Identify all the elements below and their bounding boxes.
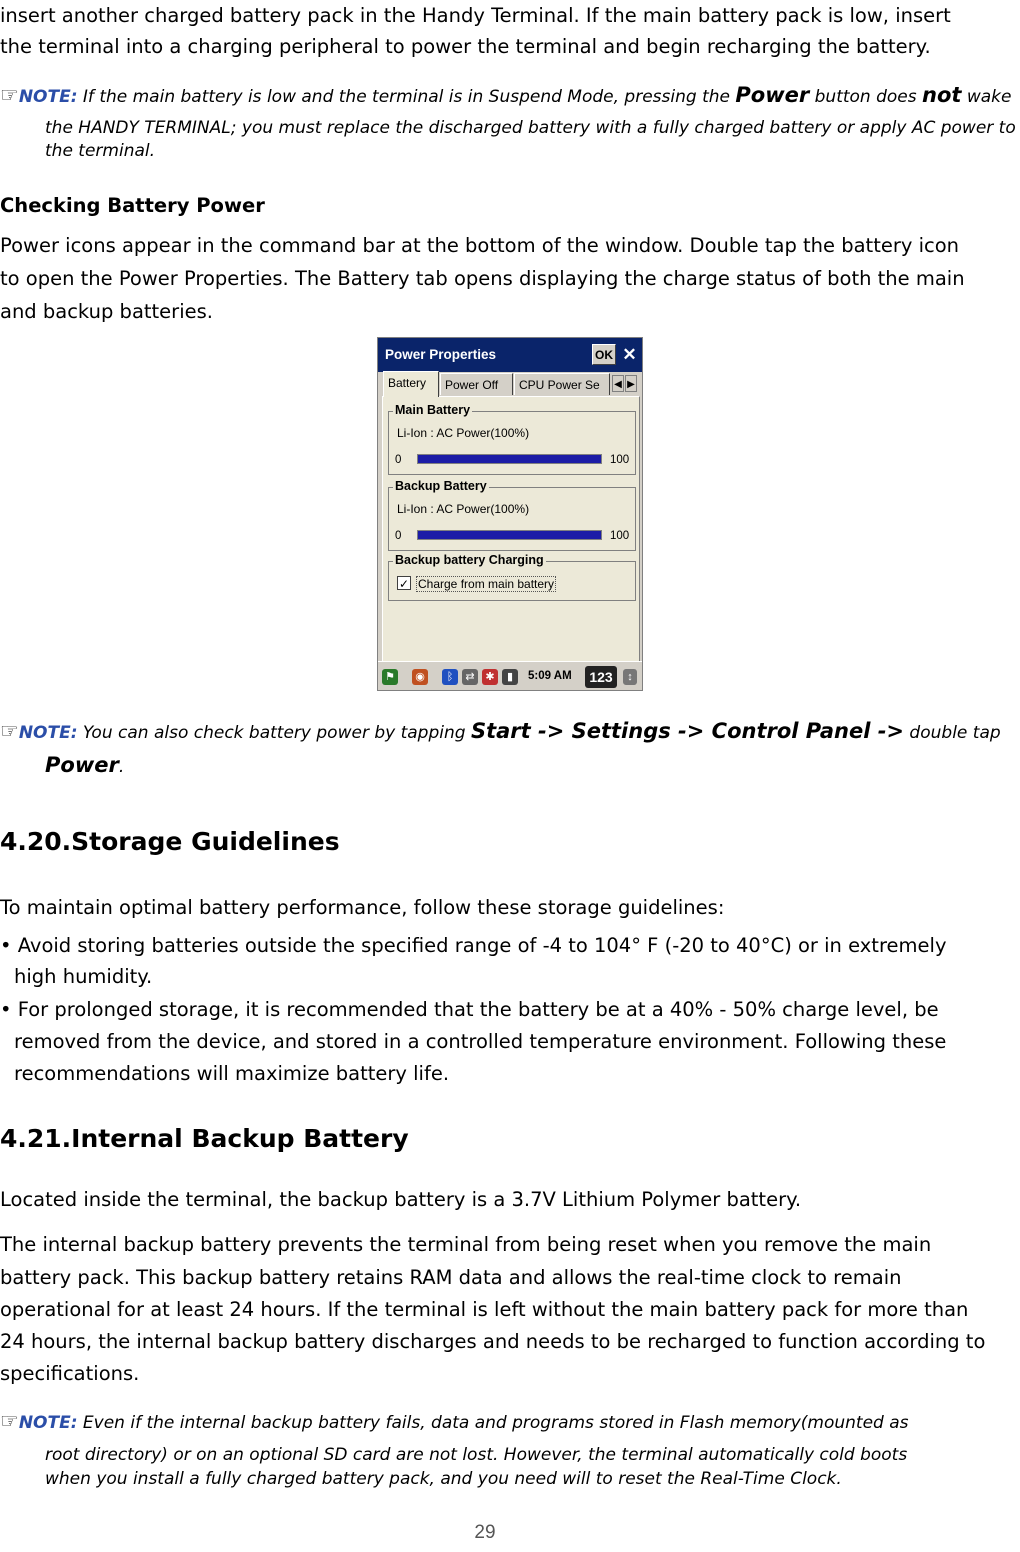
backup-battery-group — [388, 479, 636, 551]
note-2 — [0, 721, 1001, 744]
backup-p1: Located inside the terminal, the backup battery is a 3.7V Lithium Polymer battery. — [0, 1188, 802, 1211]
backup-battery-bar — [417, 530, 602, 540]
note-1-line-2: the HANDY TERMINAL; you must replace the discharged battery with a fully charged battery or apply AC power to — [45, 118, 1016, 138]
note-label: NOTE: — [18, 723, 78, 743]
section-heading-backup: 4.21.Internal Backup Battery — [0, 1124, 409, 1153]
note-1 — [0, 85, 1011, 108]
command-bar — [378, 661, 642, 691]
note-2-line-2 — [45, 755, 124, 778]
section-heading-storage: 4.20.Storage Guidelines — [0, 827, 340, 856]
note-label: NOTE: — [18, 87, 78, 107]
main-battery-label: Main Battery — [395, 403, 471, 417]
backup-battery-max: 100 — [610, 530, 630, 542]
start-flag-icon[interactable]: ⚑ — [382, 669, 398, 685]
close-icon[interactable]: ✕ — [622, 345, 637, 364]
storage-bullet-2-line-3: recommendations will maximize battery life. — [14, 1062, 450, 1085]
checking-line-2: to open the Power Properties. The Battery tab opens displaying the charge status of both the main — [0, 267, 965, 290]
power-properties-screenshot — [377, 337, 643, 691]
main-battery-min: 0 — [395, 454, 402, 466]
section-heading: Checking Battery Power — [0, 194, 265, 217]
network-icon[interactable]: ✱ — [482, 669, 498, 685]
backup-battery-label: Backup Battery — [395, 479, 487, 493]
charge-checkbox-label[interactable]: Charge from main battery — [418, 577, 555, 591]
title-bar — [378, 338, 642, 372]
note-1-line-3: the terminal. — [45, 141, 156, 161]
tab-scroll-left-icon[interactable]: ◀ — [612, 375, 624, 392]
main-battery-bar — [417, 454, 602, 464]
note-text: Even if the internal backup battery fails, data and programs stored in Flash memory(mounted as — [77, 1413, 909, 1433]
note-text: If the main battery is low and the terminal is in Suspend Mode, pressing the — [77, 87, 736, 107]
storage-bullet-2-line-1: • For prolonged storage, it is recommended that the battery be at a 40% - 50% charge level, be — [0, 998, 939, 1021]
note-emphasis: Start -> Settings -> Control Panel -> — [470, 719, 905, 743]
note-3-line-2: root directory) or on an optional SD card are not lost. However, the terminal automatically cold boots — [45, 1445, 908, 1465]
note-text: You can also check battery power by tapping — [77, 723, 471, 743]
scroll-icon[interactable]: ↕ — [623, 669, 637, 685]
storage-bullet-1-line-2: high humidity. — [14, 965, 153, 988]
backup-p2-line-2: battery pack. This backup battery retains RAM data and allows the real-time clock to remain — [0, 1266, 902, 1289]
main-battery-status: Li-Ion : AC Power(100%) — [397, 426, 530, 440]
clock: 5:09 AM — [528, 670, 572, 682]
bluetooth-icon[interactable]: ᛒ — [442, 669, 458, 685]
sync-icon[interactable]: ⇄ — [462, 669, 478, 685]
ok-button[interactable]: OK — [592, 344, 616, 365]
pointing-hand-icon: ☞ — [0, 83, 19, 107]
note-emphasis: Power — [45, 753, 119, 777]
note-3-line-3: when you install a fully charged battery pack, and you need will to reset the Real-Time Clock. — [45, 1469, 842, 1489]
main-battery-fill — [418, 455, 601, 463]
backup-battery-status: Li-Ion : AC Power(100%) — [397, 502, 530, 516]
note-text: . — [118, 757, 125, 777]
main-battery-group — [388, 403, 636, 475]
note-emphasis: Power — [735, 83, 810, 107]
backup-charging-group — [388, 553, 636, 601]
tab-battery[interactable]: Battery — [383, 371, 439, 397]
note-emphasis: not — [922, 83, 962, 107]
backup-p2-line-4: 24 hours, the internal backup battery discharges and needs to be recharged to function according to — [0, 1330, 986, 1353]
checking-line-3: and backup batteries. — [0, 300, 213, 323]
main-battery-max: 100 — [610, 454, 630, 466]
tab-power-off[interactable]: Power Off — [440, 373, 513, 395]
storage-intro: To maintain optimal battery performance, follow these storage guidelines: — [0, 896, 725, 919]
backup-p2-line-3: operational for at least 24 hours. If the terminal is left without the main battery pack for more than — [0, 1298, 969, 1321]
note-text: double tap — [904, 723, 1001, 743]
pointing-hand-icon: ☞ — [0, 1409, 19, 1433]
intro-line-1: insert another charged battery pack in the Handy Terminal. If the main battery pack is low, insert — [0, 4, 951, 27]
note-text: button does — [809, 87, 923, 107]
charge-checkbox[interactable]: ✓ — [398, 577, 410, 591]
note-label: NOTE: — [18, 1413, 78, 1433]
tab-scroll-right-icon[interactable]: ▶ — [625, 375, 637, 392]
battery-icon[interactable]: ▮ — [502, 669, 518, 685]
app-icon[interactable]: ◉ — [412, 669, 428, 685]
note-text: wake — [961, 87, 1012, 107]
page-number: 29 — [474, 1522, 496, 1543]
intro-line-2: the terminal into a charging peripheral to power the terminal and begin recharging the battery. — [0, 35, 931, 58]
backup-battery-min: 0 — [395, 530, 402, 542]
backup-p2-line-5: specifications. — [0, 1362, 140, 1385]
backup-battery-fill — [418, 531, 601, 539]
checking-line-1: Power icons appear in the command bar at the bottom of the window. Double tap the battery icon — [0, 234, 960, 257]
backup-charging-label: Backup battery Charging — [395, 553, 544, 567]
backup-p2-line-1: The internal backup battery prevents the terminal from being reset when you remove the main — [0, 1233, 932, 1256]
tab-cpu-power[interactable]: CPU Power Se — [514, 373, 610, 395]
keyboard-icon[interactable]: 123 — [585, 666, 617, 688]
window-title: Power Properties — [385, 347, 497, 362]
battery-tab-panel — [382, 396, 640, 664]
pointing-hand-icon: ☞ — [0, 719, 19, 743]
storage-bullet-1-line-1: • Avoid storing batteries outside the specified range of -4 to 104° F (-20 to 40°C) or in extremely — [0, 934, 947, 957]
storage-bullet-2-line-2: removed from the device, and stored in a controlled temperature environment. Following these — [14, 1030, 947, 1053]
note-3 — [0, 1411, 909, 1434]
